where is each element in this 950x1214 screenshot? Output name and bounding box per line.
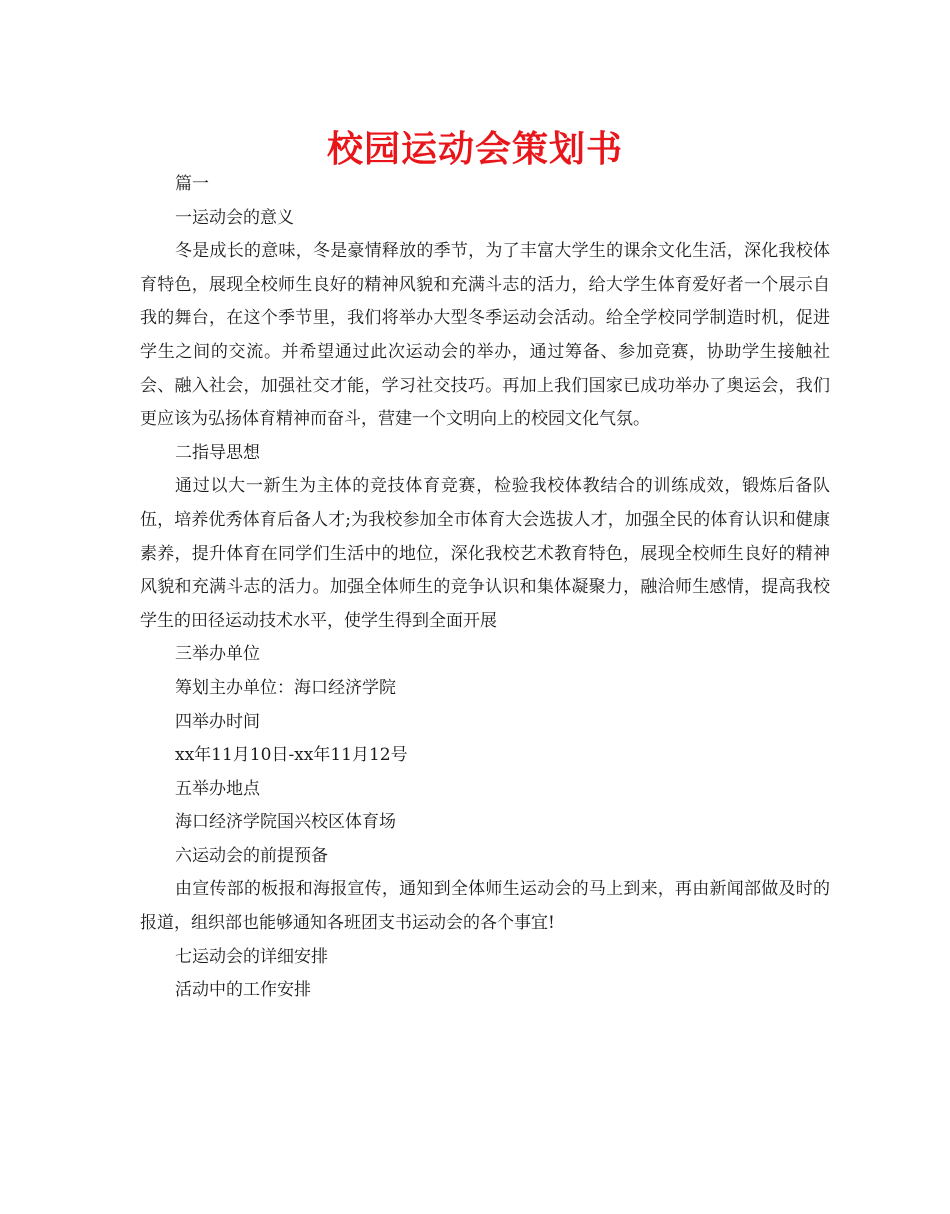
- paragraph-time: xx年11月10日-xx年11月12号: [175, 745, 408, 766]
- paragraph-significance: 冬是成长的意味，冬是豪情释放的季节，为了丰富大学生的课余文化生活，深化我校体育特色，展现全校师生良好的精神风貌和充满斗志的活力，给大学生体育爱好者一个展示自我的舞台，在这个季节里，我们将举办大型冬季运动会活动。给全学校同学制造时机，促进学生之间的交流。并希望通过此次运动会的举办，通过筹备、参加竞赛，协助学生接触社会、融入社会，加强社交才能，学习社交技巧。再加上我们国家已成功举办了奥运会，我们更应该为弘扬体育精神而奋斗，营建一个文明向上的校园文化气氛。: [140, 241, 830, 430]
- heading-venue: 五举办地点: [175, 778, 260, 799]
- heading-preparation: 六运动会的前提预备: [175, 845, 328, 866]
- document-title: 校园运动会策划书: [326, 129, 623, 170]
- section-label: 篇一: [175, 174, 209, 194]
- document-body: [140, 168, 830, 1008]
- heading-arrangement: 七运动会的详细安排: [175, 946, 328, 967]
- heading-significance: 一运动会的意义: [175, 207, 294, 228]
- heading-guiding-ideology: 二指导思想: [175, 442, 260, 463]
- paragraph-preparation: 由宣传部的板报和海报宣传，通知到全体师生运动会的马上到来，再由新闻部做及时的报道，组织部也能够通知各班团支书运动会的各个事宜!: [140, 879, 830, 934]
- subheading-work-arrangement: 活动中的工作安排: [175, 980, 311, 1001]
- heading-organizer: 三举办单位: [175, 644, 260, 665]
- paragraph-organizer: 筹划主办单位：海口经济学院: [175, 677, 396, 698]
- heading-time: 四举办时间: [175, 711, 260, 732]
- paragraph-guiding-ideology: 通过以大一新生为主体的竞技体育竞赛，检验我校体教结合的训练成效，锻炼后备队伍，培养优秀体育后备人才;为我校参加全市体育大会选拔人才，加强全民的体育认识和健康素养，提升体育在同学们生活中的地位，深化我校艺术教育特色，展现全校师生良好的精神风貌和充满斗志的活力。加强全体师生的竞争认识和集体凝聚力，融洽师生感情，提高我校学生的田径运动技术水平，使学生得到全面开展: [140, 476, 830, 631]
- paragraph-venue: 海口经济学院国兴校区体育场: [175, 812, 396, 833]
